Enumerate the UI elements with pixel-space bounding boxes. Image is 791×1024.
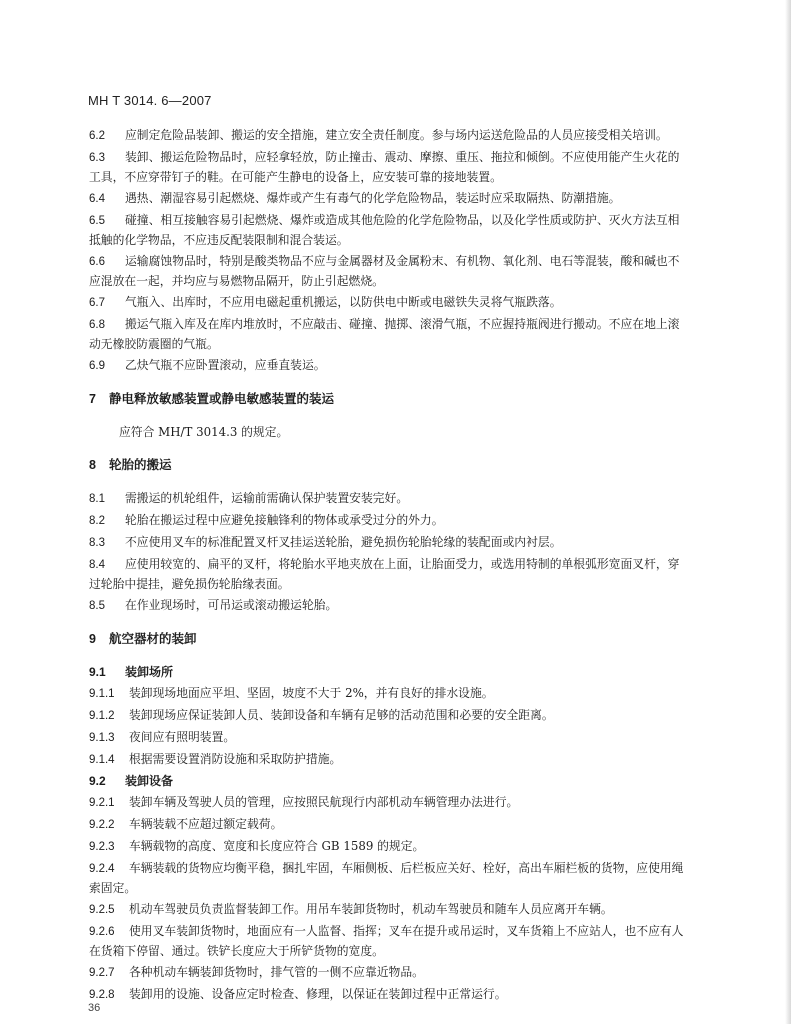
clause-number: 6.4 <box>89 193 105 205</box>
clause-text: 气瓶入、出库时，不应用电磁起重机搬运，以防供电中断或电磁铁失灵将气瓶跌落。 <box>125 295 562 309</box>
clause-number: 6.3 <box>89 152 105 164</box>
clause-paragraph <box>89 815 689 835</box>
clause-paragraph <box>89 684 689 704</box>
clause-number: 9.2.3 <box>89 841 115 853</box>
clause-text: 夜间应有照明装置。 <box>129 730 236 744</box>
section-number: 9 <box>89 632 96 646</box>
clause-text: 装卸、搬运危险物品时，应轻拿轻放，防止撞击、震动、摩擦、重压、拖拉和倾倒。不应使用能产生火花的工具，不应穿带钉子的鞋。在可能产生静电的设备上，应安装可靠的接地装置。 <box>89 150 680 184</box>
section-title-text: 轮胎的搬运 <box>109 458 172 472</box>
clause-paragraph <box>89 189 689 209</box>
clause-number: 9.2.6 <box>89 926 115 938</box>
clause-paragraph <box>89 533 689 553</box>
clause-paragraph <box>89 922 689 961</box>
standard-code-header: MH T 3014. 6—2007 <box>88 93 212 108</box>
clause-number: 9.2.8 <box>89 989 115 1001</box>
clause-number: 9.1.1 <box>89 688 115 700</box>
clause-text: 车辆装载不应超过额定载荷。 <box>129 817 283 831</box>
clause-paragraph <box>89 985 689 1005</box>
clause-text: 运输腐蚀物品时，特别是酸类物品不应与金属器材及金属粉末、有机物、氧化剂、电石等混装，酸和碱也不应混放在一起，并均应与易燃物品隔开，防止引起燃烧。 <box>89 254 680 288</box>
clause-number: 8.2 <box>89 515 105 527</box>
clause-paragraph <box>89 511 689 531</box>
clause-number: 8.4 <box>89 559 105 571</box>
subsection-number: 9.1 <box>89 665 106 679</box>
clause-number: 6.8 <box>89 319 105 331</box>
clause-text: 应制定危险品装卸、搬运的安全措施，建立安全责任制度。参与场内运送危险品的人员应接受相关培训。 <box>125 128 668 142</box>
clause-number: 6.5 <box>89 215 105 227</box>
clause-text: 装卸现场地面应平坦、坚固，坡度不大于 2%，并有良好的排水设施。 <box>129 686 494 700</box>
clause-number: 9.2.1 <box>89 797 115 809</box>
clause-paragraph <box>89 356 689 376</box>
clause-text: 乙炔气瓶不应卧置滚动，应垂直装运。 <box>125 358 326 372</box>
body-paragraph: 应符合 MH/T 3014.3 的规定。 <box>119 425 289 439</box>
subsection-title-text: 装卸设备 <box>125 774 174 788</box>
clause-text: 车辆装载的货物应均衡平稳，捆扎牢固，车厢侧板、后栏板应关好、栓好，高出车厢栏板的货物，应使用绳索固定。 <box>89 861 684 895</box>
scan-edge-shadow <box>785 0 791 1024</box>
section-title-text: 静电释放敏感装置或静电敏感装置的装运 <box>109 392 335 406</box>
clause-number: 6.7 <box>89 297 105 309</box>
clause-number: 9.1.3 <box>89 732 115 744</box>
section-number: 8 <box>89 458 96 472</box>
clause-number: 9.2.4 <box>89 863 115 875</box>
clause-text: 各种机动车辆装卸货物时，排气管的一侧不应靠近物品。 <box>129 965 424 979</box>
section-heading <box>89 456 689 475</box>
clause-text: 遇热、潮湿容易引起燃烧、爆炸或产生有毒气的化学危险物品，装运时应采取隔热、防潮措施。 <box>125 191 621 205</box>
clause-paragraph <box>89 211 689 250</box>
clause-paragraph <box>89 837 689 857</box>
subsection-number: 9.2 <box>89 774 106 788</box>
subsection-heading <box>89 663 689 682</box>
clause-paragraph <box>89 728 689 748</box>
clause-text: 使用叉车装卸货物时，地面应有一人监督、指挥；叉车在提升或吊运时，叉车货箱上不应站人，也不应有人在货箱下停留、通过。铁铲长度应大于所铲货物的宽度。 <box>89 924 684 958</box>
clause-paragraph <box>89 900 689 920</box>
clause-text: 搬运气瓶入库及在库内堆放时，不应敲击、碰撞、抛掷、滚滑气瓶，不应握持瓶阀进行搬动。不应在地上滚动无橡胶防震圈的气瓶。 <box>89 317 680 351</box>
clause-paragraph <box>89 489 689 509</box>
clause-text: 碰撞、相互接触容易引起燃烧、爆炸或造成其他危险的化学危险物品，以及化学性质或防护、灭火方法互相抵触的化学物品，不应违反配装限制和混合装运。 <box>89 213 680 247</box>
section-heading <box>89 630 689 649</box>
clause-paragraph <box>89 750 689 770</box>
clause-text: 装卸现场应保证装卸人员、装卸设备和车辆有足够的活动范围和必要的安全距离。 <box>129 708 554 722</box>
section-number: 7 <box>89 392 96 406</box>
clause-paragraph <box>89 706 689 726</box>
clause-text: 机动车驾驶员负责监督装卸工作。用吊车装卸货物时，机动车驾驶员和随车人员应离开车辆。 <box>129 902 613 916</box>
clause-paragraph <box>89 148 689 187</box>
clause-number: 8.3 <box>89 537 105 549</box>
clause-paragraph <box>89 793 689 813</box>
document-body <box>89 126 689 1007</box>
clause-text: 不应使用叉车的标准配置叉杆叉挂运送轮胎，避免损伤轮胎轮缘的装配面或内衬层。 <box>125 535 562 549</box>
clause-number: 6.2 <box>89 130 105 142</box>
clause-number: 6.9 <box>89 360 105 372</box>
clause-number: 9.2.7 <box>89 967 115 979</box>
clause-number: 8.5 <box>89 600 105 612</box>
clause-paragraph <box>89 315 689 354</box>
subsection-heading <box>89 772 689 791</box>
clause-text: 应使用较宽的、扁平的叉杆，将轮胎水平地夹放在上面，让胎面受力，或选用特制的单根弧形宽面叉杆，穿过轮胎中提挂，避免损伤轮胎缘表面。 <box>89 557 680 591</box>
clause-text: 需搬运的机轮组件，运输前需确认保护装置安装完好。 <box>125 491 409 505</box>
clause-number: 9.1.2 <box>89 710 115 722</box>
clause-paragraph <box>89 126 689 146</box>
clause-text: 车辆载物的高度、宽度和长度应符合 GB 1589 的规定。 <box>129 839 425 853</box>
clause-paragraph <box>89 859 689 898</box>
clause-number: 8.1 <box>89 493 105 505</box>
clause-text: 在作业现场时，可吊运或滚动搬运轮胎。 <box>125 598 338 612</box>
clause-paragraph <box>89 963 689 983</box>
clause-paragraph <box>89 293 689 313</box>
subsection-title-text: 装卸场所 <box>125 665 174 679</box>
section-heading <box>89 390 689 409</box>
clause-number: 9.1.4 <box>89 754 115 766</box>
clause-paragraph <box>89 555 689 594</box>
clause-number: 9.2.2 <box>89 819 115 831</box>
clause-text: 根据需要设置消防设施和采取防护措施。 <box>129 752 342 766</box>
clause-number: 9.2.5 <box>89 904 115 916</box>
clause-paragraph <box>89 596 689 616</box>
clause-text: 装卸车辆及驾驶人员的管理，应按照民航现行内部机动车辆管理办法进行。 <box>129 795 519 809</box>
clause-number: 6.6 <box>89 256 105 268</box>
clause-text: 装卸用的设施、设备应定时检查、修理，以保证在装卸过程中正常运行。 <box>129 987 507 1001</box>
clause-paragraph <box>89 252 689 291</box>
page-number: 36 <box>88 1002 101 1014</box>
clause-text: 轮胎在搬运过程中应避免接触锋利的物体或承受过分的外力。 <box>125 513 444 527</box>
section-title-text: 航空器材的装卸 <box>109 632 197 646</box>
